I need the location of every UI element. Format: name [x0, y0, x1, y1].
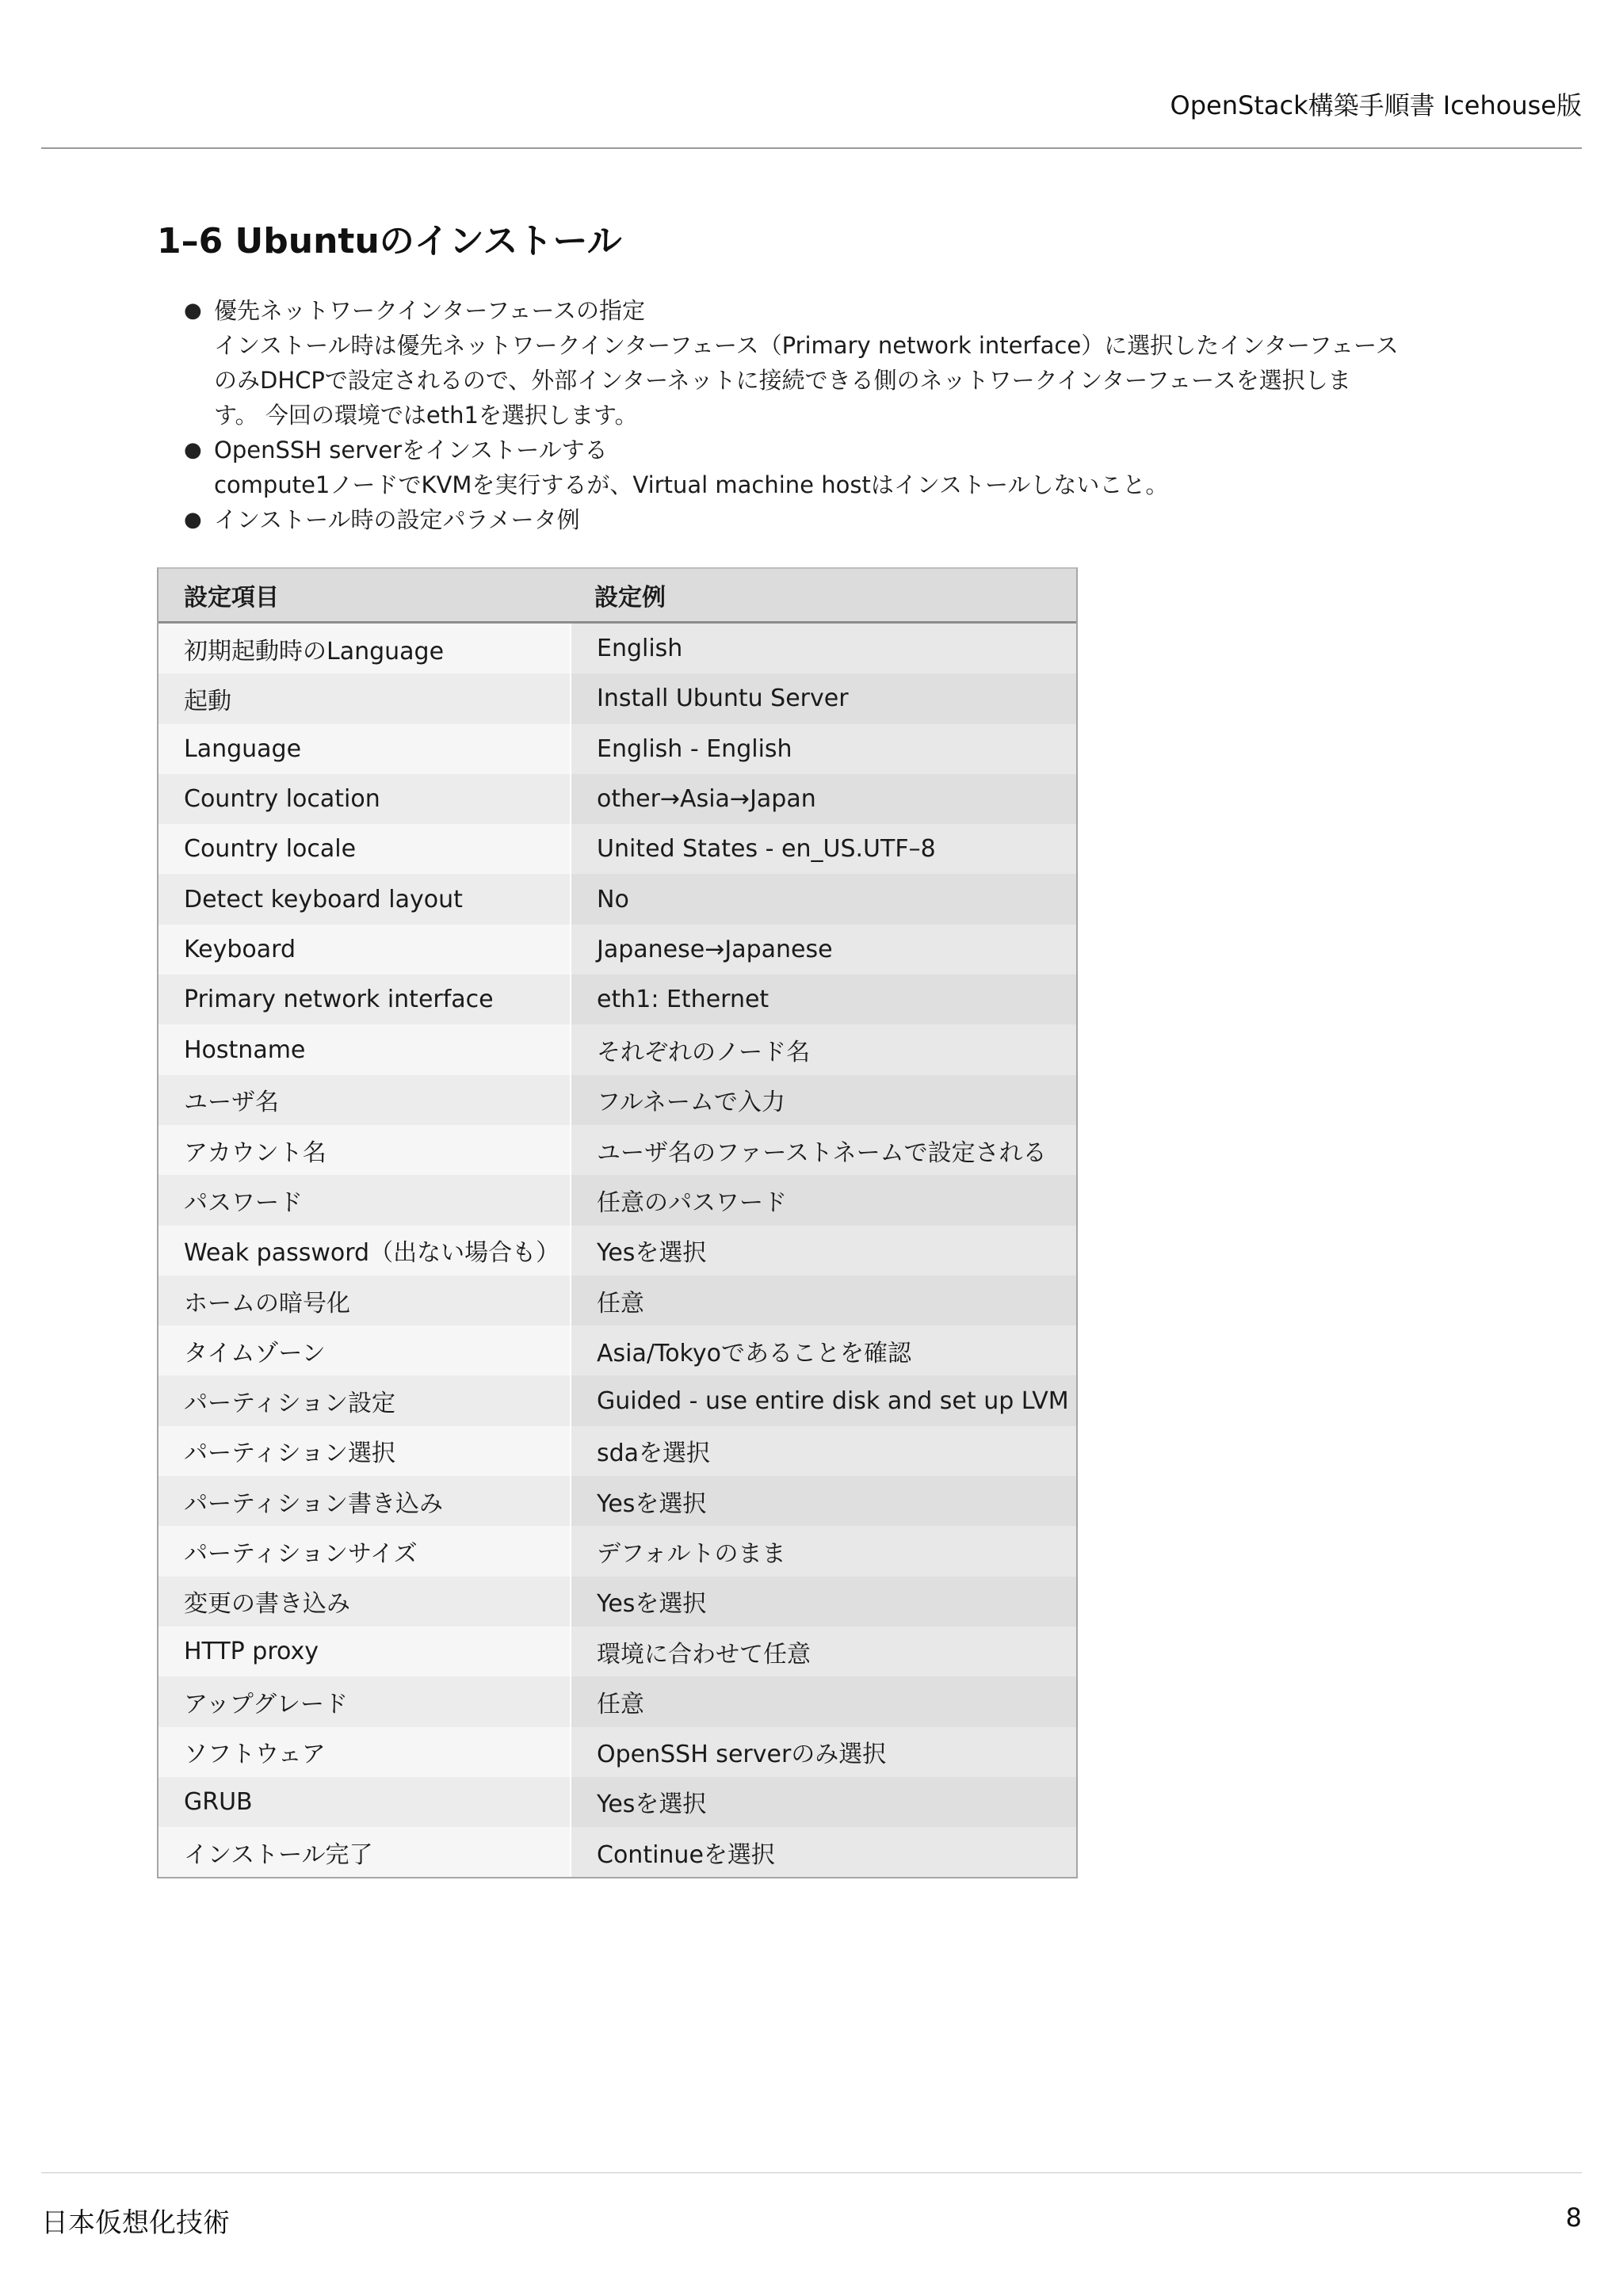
setting-name-cell: GRUB	[158, 1777, 571, 1827]
setting-value-cell: other→Asia→Japan	[571, 774, 1076, 824]
table-row	[158, 673, 1076, 723]
setting-value-cell: sdaを選択	[571, 1426, 1076, 1476]
table-row	[158, 1627, 1076, 1676]
table-row	[158, 1577, 1076, 1627]
table-row	[158, 925, 1076, 974]
setting-value-cell: Yesを選択	[571, 1226, 1076, 1276]
setting-name-cell: ソフトウェア	[158, 1727, 571, 1777]
setting-value-cell: Japanese→Japanese	[571, 925, 1076, 974]
document-header-title: OpenStack構築手順書 Icehouse版	[1170, 90, 1582, 120]
setting-value-cell: Yesを選択	[571, 1777, 1076, 1827]
setting-value-cell: No	[571, 874, 1076, 924]
bullet-item-primary-interface	[184, 293, 1450, 433]
table-row	[158, 1075, 1076, 1125]
table-row	[158, 1226, 1076, 1276]
setting-value-cell: ユーザ名のファーストネームで設定される	[571, 1125, 1076, 1175]
table-row	[158, 1125, 1076, 1175]
setting-name-cell: アカウント名	[158, 1125, 571, 1175]
column-header-item: 設定項目	[158, 569, 571, 623]
table-row	[158, 1024, 1076, 1074]
table-body	[158, 623, 1076, 1878]
setting-value-cell: Continueを選択	[571, 1827, 1076, 1877]
setting-value-cell: フルネームで入力	[571, 1075, 1076, 1125]
table-row	[158, 1827, 1076, 1877]
bullet-title: 優先ネットワークインターフェースの指定	[214, 297, 646, 324]
setting-value-cell: Yesを選択	[571, 1476, 1076, 1526]
setting-value-cell: OpenSSH serverのみ選択	[571, 1727, 1076, 1777]
bullet-list	[184, 293, 1450, 537]
table-row	[158, 1325, 1076, 1375]
setting-name-cell: タイムゾーン	[158, 1325, 571, 1375]
setting-value-cell: Install Ubuntu Server	[571, 673, 1076, 723]
table-row	[158, 1727, 1076, 1777]
table-row	[158, 974, 1076, 1024]
setting-name-cell: ユーザ名	[158, 1075, 571, 1125]
table-row	[158, 1175, 1076, 1225]
setting-value-cell: English	[571, 623, 1076, 674]
setting-name-cell: パーティション書き込み	[158, 1476, 571, 1526]
setting-value-cell: Guided - use entire disk and set up LVM	[571, 1375, 1076, 1425]
setting-name-cell: パスワード	[158, 1175, 571, 1225]
settings-table	[157, 567, 1078, 1878]
section-title: 1–6 Ubuntuのインストール	[157, 221, 622, 261]
page-number: 8	[1565, 2203, 1582, 2233]
bullet-dot-icon: ●	[184, 508, 202, 532]
bullet-text-line: インストール時は優先ネットワークインターフェース（Primary network interface）に選択したインターフェース	[214, 332, 1399, 359]
setting-name-cell: Hostname	[158, 1024, 571, 1074]
table-row	[158, 774, 1076, 824]
setting-name-cell: Language	[158, 724, 571, 774]
table-row	[158, 1276, 1076, 1325]
setting-name-cell: Detect keyboard layout	[158, 874, 571, 924]
setting-value-cell: 任意のパスワード	[571, 1175, 1076, 1225]
setting-name-cell: パーティションサイズ	[158, 1526, 571, 1576]
footer-company: 日本仮想化技術	[41, 2207, 230, 2239]
setting-value-cell: eth1: Ethernet	[571, 974, 1076, 1024]
bullet-dot-icon: ●	[184, 438, 202, 462]
table-row	[158, 1476, 1076, 1526]
setting-name-cell: インストール完了	[158, 1827, 571, 1877]
table-row	[158, 623, 1076, 674]
table-row	[158, 824, 1076, 874]
setting-value-cell: English - English	[571, 724, 1076, 774]
bullet-text-line: す。 今回の環境ではeth1を選択します。	[214, 402, 638, 429]
table-row	[158, 1526, 1076, 1576]
setting-value-cell: 任意	[571, 1276, 1076, 1325]
setting-name-cell: アップグレード	[158, 1676, 571, 1726]
setting-value-cell: 任意	[571, 1676, 1076, 1726]
setting-name-cell: Primary network interface	[158, 974, 571, 1024]
setting-name-cell: Keyboard	[158, 925, 571, 974]
setting-name-cell: Country locale	[158, 824, 571, 874]
table-row	[158, 1777, 1076, 1827]
setting-name-cell: 初期起動時のLanguage	[158, 623, 571, 674]
table-row	[158, 724, 1076, 774]
bullet-dot-icon: ●	[184, 299, 202, 322]
table-row	[158, 1426, 1076, 1476]
column-header-example: 設定例	[571, 569, 1076, 623]
setting-name-cell: ホームの暗号化	[158, 1276, 571, 1325]
setting-name-cell: Country location	[158, 774, 571, 824]
table-row	[158, 874, 1076, 924]
footer-divider	[41, 2172, 1582, 2173]
setting-value-cell: United States - en_US.UTF–8	[571, 824, 1076, 874]
setting-name-cell: HTTP proxy	[158, 1627, 571, 1676]
setting-name-cell: Weak password（出ない場合も）	[158, 1226, 571, 1276]
bullet-item-params	[184, 502, 1450, 537]
setting-value-cell: それぞれのノード名	[571, 1024, 1076, 1074]
setting-name-cell: パーティション設定	[158, 1375, 571, 1425]
setting-value-cell: 環境に合わせて任意	[571, 1627, 1076, 1676]
bullet-text-line: のみDHCPで設定されるので、外部インターネットに接続できる側のネットワークインターフェースを選択しま	[214, 367, 1351, 394]
bullet-title: インストール時の設定パラメータ例	[214, 506, 580, 533]
bullet-title: OpenSSH serverをインストールする	[214, 437, 608, 463]
setting-value-cell: デフォルトのまま	[571, 1526, 1076, 1576]
bullet-text-line: compute1ノードでKVMを実行するが、Virtual machine hostはインストールしないこと。	[214, 471, 1169, 498]
setting-value-cell: Yesを選択	[571, 1577, 1076, 1627]
setting-name-cell: パーティション選択	[158, 1426, 571, 1476]
setting-name-cell: 起動	[158, 673, 571, 723]
setting-value-cell: Asia/Tokyoであることを確認	[571, 1325, 1076, 1375]
table-header-row	[158, 569, 1076, 623]
bullet-item-openssh	[184, 433, 1450, 502]
setting-name-cell: 変更の書き込み	[158, 1577, 571, 1627]
table-row	[158, 1375, 1076, 1425]
header-divider	[41, 147, 1582, 149]
table-row	[158, 1676, 1076, 1726]
